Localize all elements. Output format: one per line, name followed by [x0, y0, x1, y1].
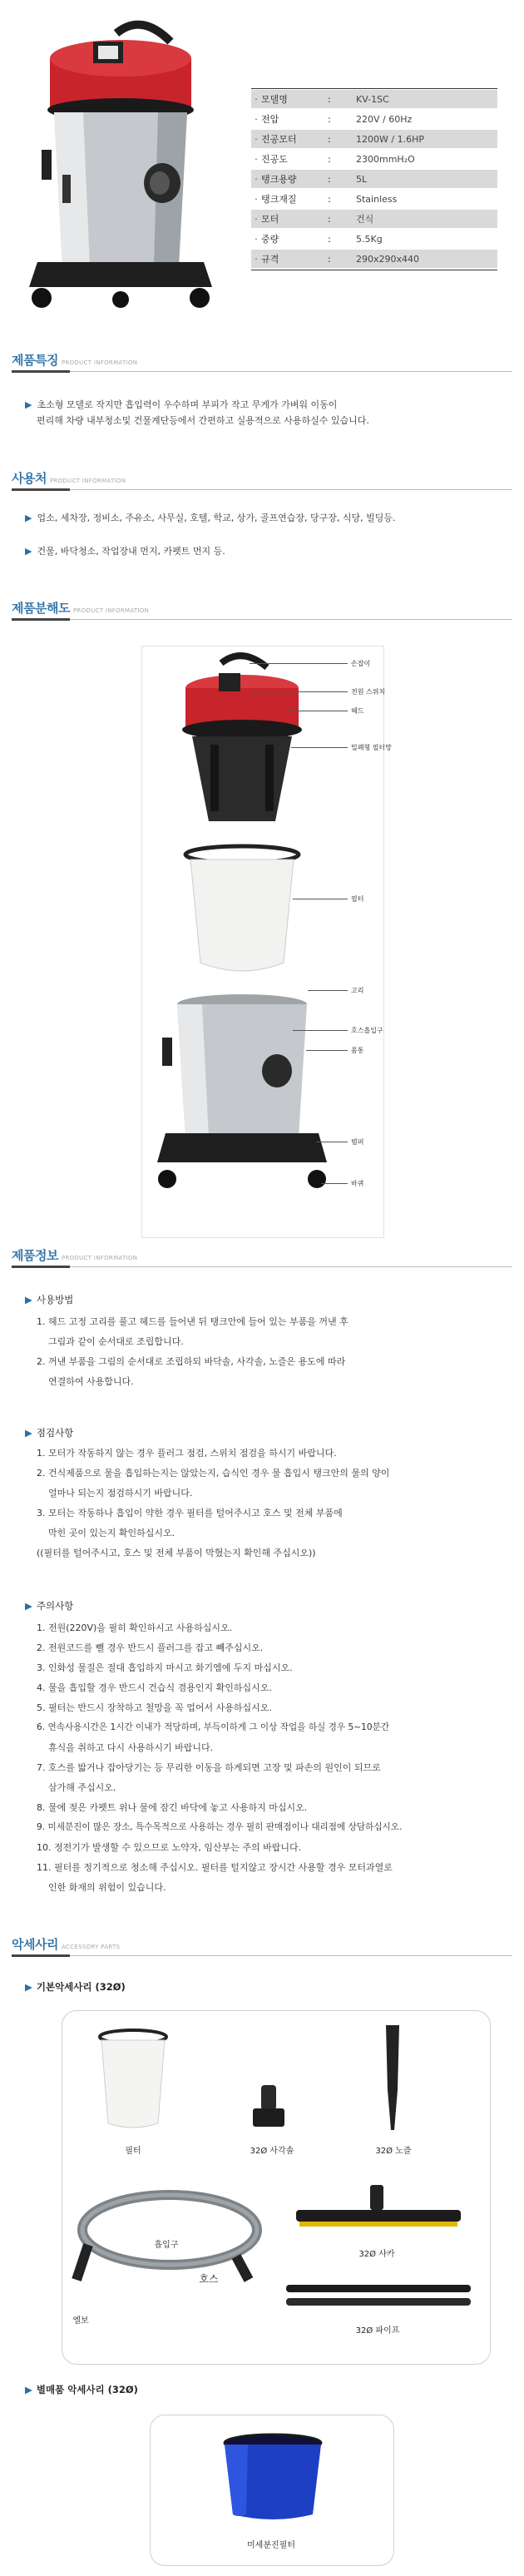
callout-line: [306, 1050, 348, 1051]
spec-colon: :: [328, 133, 331, 145]
caution-line: 1. 전원(220V)을 필히 확인하시고 사용하십시오.: [37, 1622, 233, 1633]
usage-text: 업소, 세차장, 정비소, 주유소, 사무실, 호텔, 학교, 상가, 골프연습장, 당구장, 식당, 빌딩등.: [37, 513, 396, 523]
spec-value: 220V / 60Hz: [356, 113, 413, 125]
section-title-text: 제품정보: [12, 1248, 58, 1263]
spec-key: 모터: [261, 214, 279, 225]
spec-value: KV-1SC: [356, 93, 389, 105]
caution-line: 인한 화재의 위험이 있습니다.: [48, 1882, 166, 1893]
bullet-icon: ▶: [25, 2384, 32, 2395]
spec-dot: ·: [255, 233, 258, 245]
subheading-text: 기본악세사리 (32Ø): [36, 1981, 126, 1993]
subheading-text: 점검사항: [36, 1427, 74, 1439]
spec-dot: ·: [255, 193, 258, 205]
callout-hose-inlet: 호스흡입구: [351, 1027, 383, 1034]
callout-body: 몸통: [351, 1047, 364, 1054]
caution-line: 6. 연속사용시간은 1시간 이내가 적당하며, 부득이하게 그 이상 작업을 하실 경우 5~10분간: [37, 1722, 390, 1732]
spec-row: [251, 230, 497, 248]
callout-line: [291, 747, 348, 748]
spec-key: 모델명: [261, 94, 288, 105]
caution-line: 4. 물을 흡입할 경우 반드시 건습식 겸용인지 확인하십시오.: [37, 1682, 272, 1693]
spec-colon: :: [328, 93, 331, 105]
callout-line: [321, 1183, 348, 1184]
check-line: ((필터를 털어주시고, 호스 및 전체 부품이 막혔는지 확인해 주십시오)): [37, 1548, 316, 1558]
howto-line: 1. 헤드 고정 고리를 풀고 헤드를 들어낸 뒤 탱크안에 들어 있는 부품을 꺼낸 후: [37, 1316, 349, 1327]
filter-image: [91, 2025, 175, 2133]
howto-line: 연결하여 사용합니다.: [48, 1376, 134, 1387]
spec-colon: :: [328, 233, 331, 245]
pipe-image: [283, 2280, 474, 2313]
section-title-text: 제품분해도: [12, 601, 70, 616]
accessory-label-square-brush: 32Ø 사각솔: [250, 2147, 294, 2156]
subheading-text: 주의사항: [36, 1600, 74, 1612]
accessory-label-elbow: 엘보: [72, 2316, 89, 2326]
caution-line: 8. 물에 젖은 카펫트 위나 물에 잠긴 바닥에 놓고 사용하지 마십시오.: [37, 1802, 308, 1813]
caution-heading: [25, 1599, 73, 1612]
hero-product-image: [17, 8, 225, 316]
section-subtitle: PRODUCT INFORMATION: [72, 607, 150, 614]
features-line: 편리해 차량 내부청소및 건물계단등에서 간편하고 실용적으로 사용하실수 있습니다.: [37, 415, 369, 426]
bullet-icon: ▶: [25, 546, 32, 557]
bullet-icon: ▶: [25, 1294, 32, 1305]
howto-line: 2. 꺼낸 부품을 그림의 순서대로 조립하되 바닥솔, 사각솔, 노즐은 용도에 따라: [37, 1356, 346, 1367]
spec-dot: ·: [255, 173, 258, 185]
spec-key: 진공모터: [261, 134, 297, 145]
section-divider: [12, 371, 512, 372]
spec-dot: ·: [255, 153, 258, 165]
caution-line: 휴식을 취하고 다시 사용하시기 바랍니다.: [48, 1742, 214, 1753]
spec-row: [251, 150, 497, 168]
spec-key: 규격: [261, 254, 279, 265]
features-line: [25, 398, 337, 413]
spec-dot: ·: [255, 133, 258, 145]
spec-value: 2300mmH₂O: [356, 153, 415, 165]
fine-dust-filter-image: [215, 2431, 331, 2523]
callout-bumper: 범퍼: [351, 1138, 364, 1146]
callout-filter: 필터: [351, 895, 364, 903]
spec-row: [251, 210, 497, 228]
usage-line: [25, 511, 396, 526]
subheading-text: 사용방법: [36, 1294, 74, 1305]
callout-line: [308, 990, 348, 991]
accessory-label-floor-brush: 32Ø 샤카: [358, 2250, 395, 2259]
callout-filter-housing: 밀폐형 필터망: [351, 744, 392, 751]
spec-value: 5L: [356, 173, 368, 185]
caution-line: 11. 필터를 정기적으로 청소해 주십시오. 필터를 털지않고 장시간 사용할 경우 모터과열로: [37, 1862, 393, 1873]
spec-colon: :: [328, 113, 331, 125]
section-title-usage: [12, 469, 126, 487]
spec-key: 중량: [261, 234, 279, 245]
section-title-features: [12, 351, 137, 369]
spec-value: Stainless: [356, 193, 398, 205]
accessory-label-inlet: 흡입구: [154, 2241, 179, 2250]
accessory-label-filter: 필터: [125, 2147, 141, 2156]
spec-row: [251, 110, 497, 128]
nozzle-image: [376, 2024, 409, 2132]
section-subtitle: PRODUCT INFORMATION: [49, 478, 126, 484]
caution-line: 9. 미세분진이 많은 장소, 특수목적으로 사용하는 경우 필히 판매점이나 대리점에 상담하십시오.: [37, 1822, 403, 1832]
spec-row: [251, 190, 497, 208]
extra-accessories-heading: [25, 2383, 138, 2396]
callout-clip: 고리: [351, 987, 364, 994]
subheading-text: 별매품 악세사리 (32Ø): [36, 2384, 138, 2395]
usage-text: 건물, 바닥청소, 작업장내 먼지, 카펫트 먼지 등.: [37, 546, 225, 557]
callout-wheel: 바퀴: [351, 1180, 364, 1187]
callout-line: [250, 691, 348, 692]
accessory-label-fine-dust-filter: 미세분진필터: [247, 2541, 295, 2550]
bullet-icon: ▶: [25, 1600, 32, 1612]
spec-value: 5.5Kg: [356, 233, 383, 245]
spec-dot: ·: [255, 213, 258, 225]
exploded-diagram-box: [141, 646, 384, 1238]
bullet-icon: ▶: [25, 513, 32, 523]
features-text: 초소형 모델로 작지만 흡입력이 우수하며 부피가 작고 무게가 가벼워 이동이: [37, 399, 338, 410]
bullet-icon: ▶: [25, 1981, 32, 1993]
section-title-text: 사용처: [12, 471, 47, 486]
howto-heading: [25, 1293, 73, 1306]
basic-accessories-heading: [25, 1980, 126, 1994]
section-divider: [12, 619, 512, 620]
howto-line: 그림과 같이 순서대로 조립합니다.: [48, 1336, 184, 1347]
section-divider: [12, 489, 512, 490]
spec-key: 전압: [261, 114, 279, 125]
spec-value: 290x290x440: [356, 253, 420, 265]
exploded-diagram: [142, 646, 386, 1237]
check-line: 1. 모터가 작동하지 않는 경우 플러그 점검, 스위치 점검을 하시기 바랍니다.: [37, 1448, 337, 1459]
caution-line: 7. 호스를 밟거나 잡아당기는 등 무리한 이동을 하게되면 고장 및 파손의 원인이 되므로: [37, 1762, 381, 1773]
section-title-info: [12, 1246, 137, 1264]
callout-handle: 손잡이: [351, 660, 371, 667]
section-subtitle: ACCESSORY PARTS: [61, 1944, 121, 1950]
spec-key: 탱크용량: [261, 174, 297, 185]
spec-dot: ·: [255, 113, 258, 125]
caution-line: 3. 인화성 물질은 절대 흡입하지 마시고 화기엠에 두지 마십시오.: [37, 1662, 293, 1673]
bullet-icon: ▶: [25, 1427, 32, 1439]
spec-colon: :: [328, 173, 331, 185]
bullet-icon: ▶: [25, 399, 32, 410]
section-divider: [12, 1266, 512, 1267]
spec-colon: :: [328, 193, 331, 205]
section-subtitle: PRODUCT INFORMATION: [61, 1255, 138, 1261]
caution-line: 10. 정전기가 발생할 수 있으므로 노약자, 임산부는 주의 바랍니다.: [37, 1842, 302, 1853]
spec-value: 1200W / 1.6HP: [356, 133, 424, 145]
spec-colon: :: [328, 153, 331, 165]
accessory-label-nozzle: 32Ø 노즐: [375, 2147, 412, 2156]
check-line: 2. 건식제품으로 물을 흡입하는지는 않았는지, 습식인 경우 물 흡입시 탱크안의 물의 양이: [37, 1468, 390, 1479]
callout-line: [293, 1030, 348, 1031]
check-heading: [25, 1426, 73, 1439]
square-brush-image: [241, 2083, 299, 2133]
spec-dot: ·: [255, 253, 258, 265]
callout-head: 헤드: [351, 707, 364, 715]
section-title-text: 악세사리: [12, 1937, 58, 1952]
spec-value: 건식: [356, 214, 374, 225]
callout-line: [250, 663, 348, 664]
caution-line: 5. 필터는 반드시 장착하고 철망을 꼭 업어서 사용하십시오.: [37, 1702, 272, 1713]
spec-row: [251, 130, 497, 148]
section-title-accessories: [12, 1935, 120, 1953]
check-line: 3. 모터는 작동하나 흡입이 약한 경우 필터를 털어주시고 호스 및 전체 부품에: [37, 1508, 343, 1518]
spec-row: [251, 170, 497, 188]
usage-line: [25, 544, 225, 559]
spec-colon: :: [328, 253, 331, 265]
section-title-text: 제품특징: [12, 353, 58, 368]
check-line: 얼마나 되는지 점검하시기 바랍니다.: [48, 1488, 193, 1499]
spec-key: 진공도: [261, 154, 288, 165]
spec-dot: ·: [255, 93, 258, 105]
section-subtitle: PRODUCT INFORMATION: [61, 359, 138, 366]
spec-row: [251, 90, 497, 108]
spec-colon: :: [328, 213, 331, 225]
floor-brush-image: [291, 2183, 466, 2242]
spec-row: [251, 250, 497, 268]
caution-line: 2. 전원코드를 뺄 경우 반드시 플러그를 잡고 빼주십시오.: [37, 1642, 264, 1653]
check-line: 막힌 곳이 있는지 확인하십시오.: [48, 1528, 175, 1538]
accessory-label-hose: 호스: [199, 2273, 219, 2285]
caution-line: 삼가해 주십시오.: [48, 1782, 116, 1793]
section-divider: [12, 1955, 512, 1956]
spec-key: 탱크재질: [261, 194, 297, 205]
callout-switch: 전원 스위치: [351, 688, 386, 696]
section-title-exploded: [12, 599, 149, 617]
accessory-label-pipe: 32Ø 파이프: [355, 2326, 400, 2336]
